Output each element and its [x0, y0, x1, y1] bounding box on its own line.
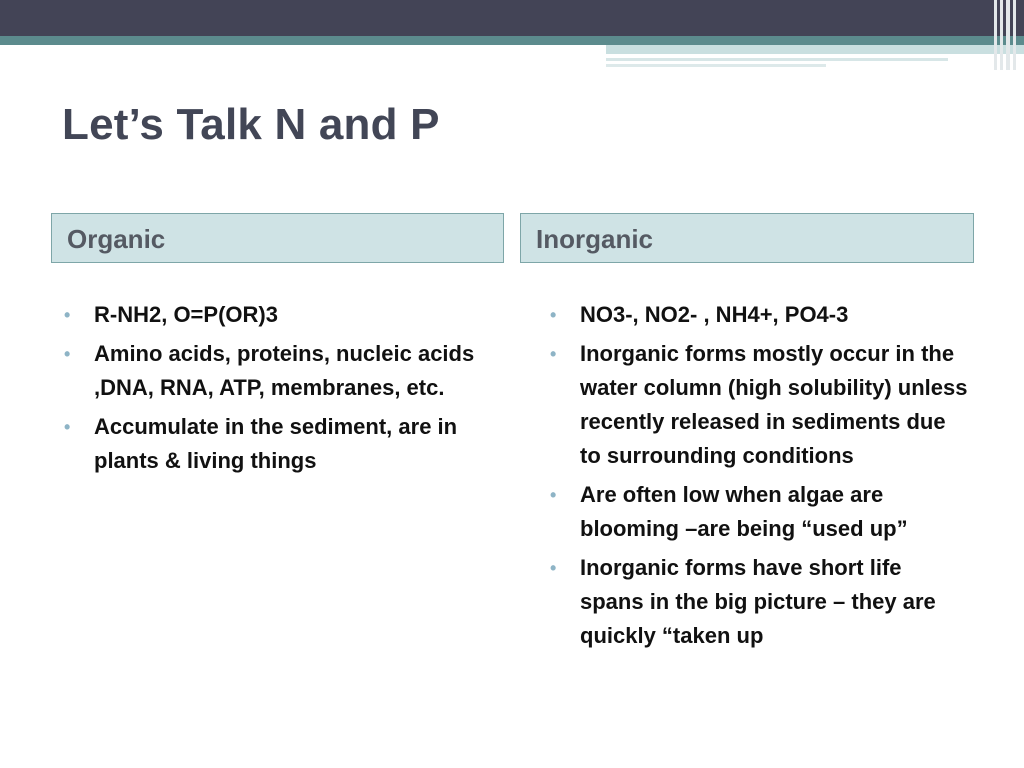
- list-item: • Inorganic forms have short life spans in the big picture – they are quickly “taken up: [550, 551, 970, 653]
- inorganic-bullet-list: [550, 298, 970, 658]
- bullet-icon: •: [550, 344, 557, 364]
- light-decor-band: [606, 45, 1024, 54]
- bullet-icon: •: [550, 558, 557, 578]
- list-item: • Accumulate in the sediment, are in plants & living things: [64, 410, 494, 478]
- bullet-icon: •: [64, 305, 71, 325]
- teal-decor-band: [0, 36, 1024, 45]
- inorganic-heading: Inorganic: [536, 224, 654, 254]
- inorganic-header-box: [520, 213, 974, 263]
- bullet-icon: •: [550, 305, 557, 325]
- organic-header-box: [51, 213, 504, 263]
- list-item: • NO3-, NO2- , NH4+, PO4-3: [550, 298, 970, 332]
- list-item: • R-NH2, O=P(OR)3: [64, 298, 494, 332]
- organic-bullet-list: [64, 298, 494, 483]
- slide-title: Let’s Talk N and P: [62, 100, 440, 149]
- corner-stripes: [992, 0, 1024, 70]
- list-item: • Inorganic forms mostly occur in the water column (high solubility) unless recently released in sediments due to surrounding conditions: [550, 337, 970, 473]
- list-item: • Are often low when algae are blooming –are being “used up”: [550, 478, 970, 546]
- organic-heading: Organic: [67, 224, 166, 254]
- bullet-icon: •: [64, 344, 71, 364]
- bullet-icon: •: [64, 417, 71, 437]
- list-item: • Amino acids, proteins, nucleic acids ,DNA, RNA, ATP, membranes, etc.: [64, 337, 494, 405]
- top-decor-band: [0, 0, 1024, 36]
- bullet-icon: •: [550, 485, 557, 505]
- decor-line-short: [606, 64, 826, 67]
- decor-line: [606, 58, 948, 61]
